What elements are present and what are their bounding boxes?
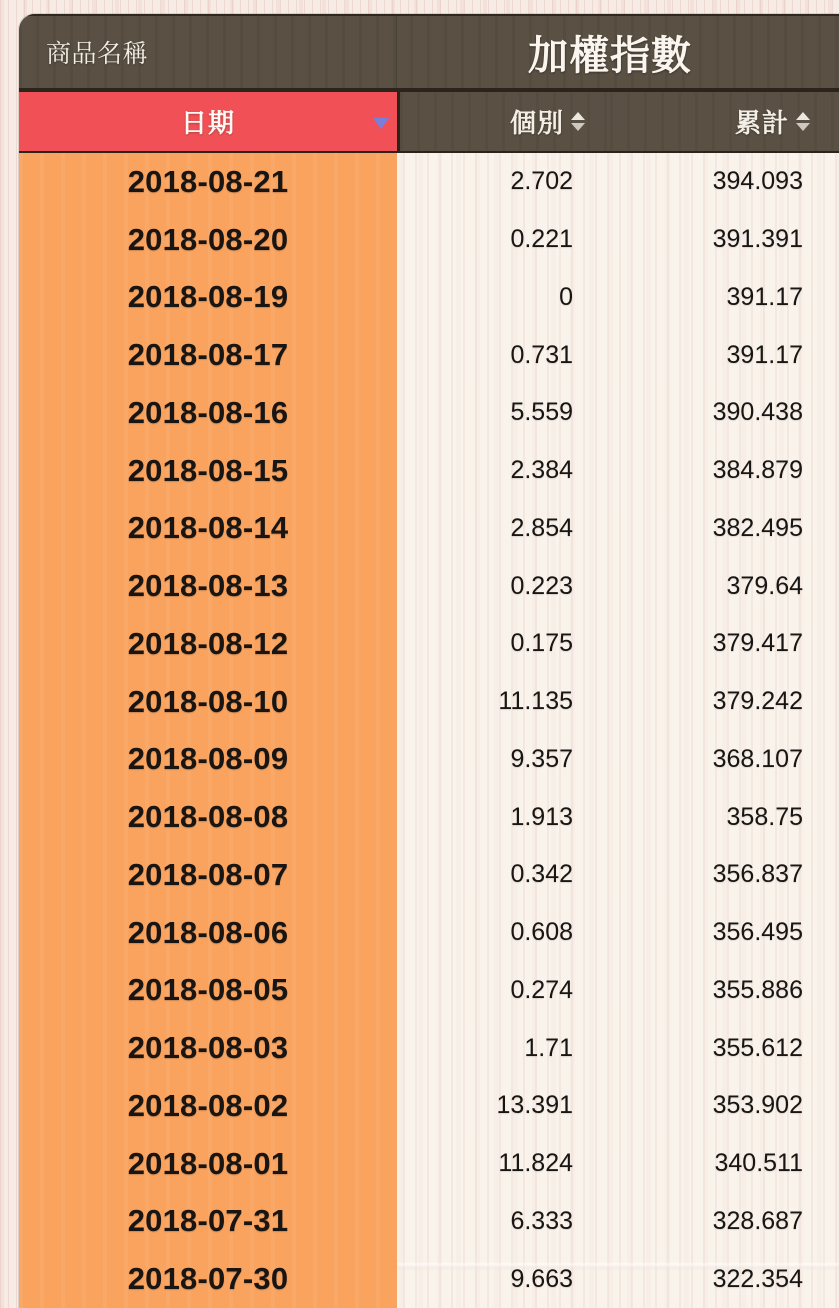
individual-value-cell: 0.223	[510, 571, 573, 600]
individual-column-header[interactable]	[400, 92, 610, 151]
table-row[interactable]	[19, 153, 839, 211]
date-column-label: 日期	[180, 108, 235, 138]
date-cell: 2018-08-03	[19, 1019, 397, 1077]
cumulative-column-label: 累計	[734, 108, 789, 138]
date-cell: 2018-08-15	[19, 442, 397, 500]
cumulative-column-header[interactable]	[610, 92, 839, 151]
date-cell: 2018-08-01	[19, 1135, 397, 1193]
cumulative-value-cell: 356.837	[712, 860, 803, 889]
table-row[interactable]	[19, 1193, 839, 1251]
table-row[interactable]	[19, 846, 839, 904]
individual-value-cell: 0.274	[510, 975, 573, 1004]
table-row[interactable]	[19, 326, 839, 384]
individual-value-cell: 0.175	[510, 629, 573, 658]
date-cell: 2018-08-21	[19, 153, 397, 211]
date-cell: 2018-08-07	[19, 846, 397, 904]
column-header-row	[19, 92, 839, 151]
table-row[interactable]	[19, 1077, 839, 1135]
table-row[interactable]	[19, 1135, 839, 1193]
table-row[interactable]	[19, 904, 839, 962]
individual-value-cell: 1.913	[510, 802, 573, 831]
date-cell: 2018-07-31	[19, 1193, 397, 1251]
date-cell: 2018-08-05	[19, 962, 397, 1020]
individual-value-cell: 11.824	[498, 1149, 573, 1178]
date-cell: 2018-08-14	[19, 500, 397, 558]
table-title-bar	[19, 14, 839, 88]
date-cell: 2018-08-10	[19, 673, 397, 731]
individual-value-cell: 0.221	[510, 225, 573, 254]
cumulative-value-cell: 353.902	[712, 1091, 803, 1120]
cumulative-value-cell: 328.687	[712, 1206, 803, 1235]
individual-value-cell: 2.854	[510, 513, 573, 542]
individual-value-cell: 2.702	[510, 167, 573, 196]
individual-value-cell: 0.731	[510, 340, 573, 369]
table-row[interactable]	[19, 211, 839, 269]
individual-value-cell: 11.135	[498, 687, 573, 716]
table-row[interactable]	[19, 788, 839, 846]
cumulative-value-cell: 355.886	[712, 975, 803, 1004]
table-row[interactable]	[19, 269, 839, 327]
cumulative-value-cell: 382.495	[712, 513, 803, 542]
table-row[interactable]	[19, 384, 839, 442]
table-row[interactable]	[19, 731, 839, 789]
cumulative-value-cell: 358.75	[726, 802, 803, 831]
table-row[interactable]	[19, 557, 839, 615]
date-cell: 2018-08-02	[19, 1077, 397, 1135]
date-cell: 2018-08-16	[19, 384, 397, 442]
individual-value-cell: 0	[559, 282, 573, 311]
date-cell: 2018-08-20	[19, 211, 397, 269]
individual-value-cell: 0.342	[510, 860, 573, 889]
individual-value-cell: 1.71	[524, 1033, 573, 1062]
table-body[interactable]	[19, 153, 839, 1308]
cumulative-value-cell: 391.391	[712, 225, 803, 254]
cumulative-value-cell: 356.495	[712, 918, 803, 947]
date-cell: 2018-08-17	[19, 326, 397, 384]
table-row[interactable]	[19, 615, 839, 673]
individual-value-cell: 0.608	[510, 918, 573, 947]
individual-value-cell: 9.357	[510, 744, 573, 773]
page-title: 加權指數	[528, 33, 692, 78]
table-row[interactable]	[19, 500, 839, 558]
cumulative-value-cell: 355.612	[712, 1033, 803, 1062]
date-column-header[interactable]	[19, 92, 400, 151]
table-row[interactable]	[19, 1019, 839, 1077]
individual-value-cell: 5.559	[510, 398, 573, 427]
table-row[interactable]	[19, 673, 839, 731]
cumulative-value-cell: 322.354	[712, 1264, 803, 1293]
cumulative-value-cell: 340.511	[714, 1149, 803, 1178]
individual-value-cell: 13.391	[496, 1091, 573, 1120]
date-cell: 2018-08-08	[19, 788, 397, 846]
table-row[interactable]	[19, 1250, 839, 1308]
individual-value-cell: 2.384	[510, 456, 573, 485]
cumulative-value-cell: 390.438	[712, 398, 803, 427]
date-cell: 2018-08-06	[19, 904, 397, 962]
product-name-header-cell: 商品名稱	[19, 16, 397, 88]
date-cell: 2018-08-19	[19, 269, 397, 327]
individual-value-cell: 9.663	[510, 1264, 573, 1293]
sort-toggle-icon	[796, 112, 810, 131]
individual-value-cell: 6.333	[510, 1206, 573, 1235]
date-cell: 2018-07-30	[19, 1250, 397, 1308]
sort-descending-icon	[373, 118, 389, 129]
cumulative-value-cell: 391.17	[726, 340, 803, 369]
cumulative-value-cell: 379.417	[712, 629, 803, 658]
date-cell: 2018-08-09	[19, 731, 397, 789]
table-row[interactable]	[19, 442, 839, 500]
index-data-table	[19, 14, 839, 1308]
individual-column-label: 個別	[509, 108, 564, 138]
cumulative-value-cell: 384.879	[712, 456, 803, 485]
cumulative-value-cell: 394.093	[712, 167, 803, 196]
date-cell: 2018-08-13	[19, 557, 397, 615]
cumulative-value-cell: 379.64	[726, 571, 803, 600]
sort-toggle-icon	[571, 112, 585, 131]
cumulative-value-cell: 379.242	[712, 687, 803, 716]
table-row[interactable]	[19, 962, 839, 1020]
cumulative-value-cell: 391.17	[726, 282, 803, 311]
cumulative-value-cell: 368.107	[712, 744, 803, 773]
date-cell: 2018-08-12	[19, 615, 397, 673]
